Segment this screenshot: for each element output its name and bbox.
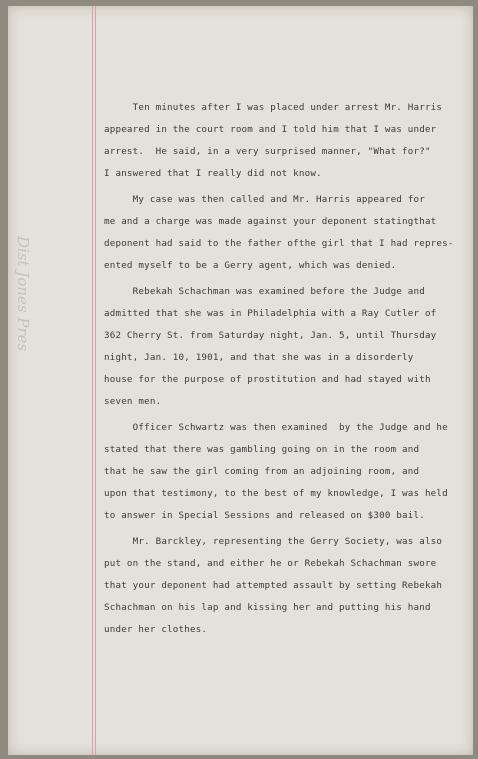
text-line: Rebekah Schachman was examined before the Judge and (104, 286, 425, 297)
text-line: seven men. (104, 396, 162, 407)
document-page (8, 6, 473, 755)
text-line: appeared in the court room and I told him that I was under (104, 124, 437, 135)
text-line: Mr. Barckley, representing the Gerry Society, was also (104, 536, 443, 547)
text-line: night, Jan. 10, 1901, and that she was in a disorderly (104, 352, 414, 363)
text-line: Schachman on his lap and kissing her and putting his hand (104, 602, 431, 613)
text-line: stated that there was gambling going on in the room and (104, 444, 420, 455)
text-line: arrest. He said, in a very surprised manner, "What for?" (104, 146, 431, 157)
margin-note: Dist Jones Pres (14, 236, 32, 352)
text-line: I answered that I really did not know. (104, 168, 322, 179)
text-line: to answer in Special Sessions and released on $300 bail. (104, 510, 425, 521)
text-line: that your deponent had attempted assault by setting Rebekah (104, 580, 443, 591)
text-line: Ten minutes after I was placed under arrest Mr. Harris (104, 102, 443, 113)
text-line: me and a charge was made against your deponent statingthat (104, 216, 437, 227)
text-line: Officer Schwartz was then examined by the Judge and he (104, 422, 448, 433)
text-line: that he saw the girl coming from an adjoining room, and (104, 466, 420, 477)
text-line: under her clothes. (104, 624, 208, 635)
text-line: deponent had said to the father ofthe girl that I had repres- (104, 238, 454, 249)
text-line: upon that testimony, to the best of my knowledge, I was held (104, 488, 448, 499)
margin-rule-right (95, 6, 96, 755)
text-line: ented myself to be a Gerry agent, which was denied. (104, 260, 397, 271)
text-line: 362 Cherry St. from Saturday night, Jan. 5, until Thursday (104, 330, 437, 341)
text-line: admitted that she was in Philadelphia with a Ray Cutler of (104, 308, 437, 319)
margin-rule-left (92, 6, 93, 755)
text-line: put on the stand, and either he or Rebekah Schachman swore (104, 558, 437, 569)
text-line: house for the purpose of prostitution and had stayed with (104, 374, 431, 385)
text-line: My case was then called and Mr. Harris appeared for (104, 194, 425, 205)
